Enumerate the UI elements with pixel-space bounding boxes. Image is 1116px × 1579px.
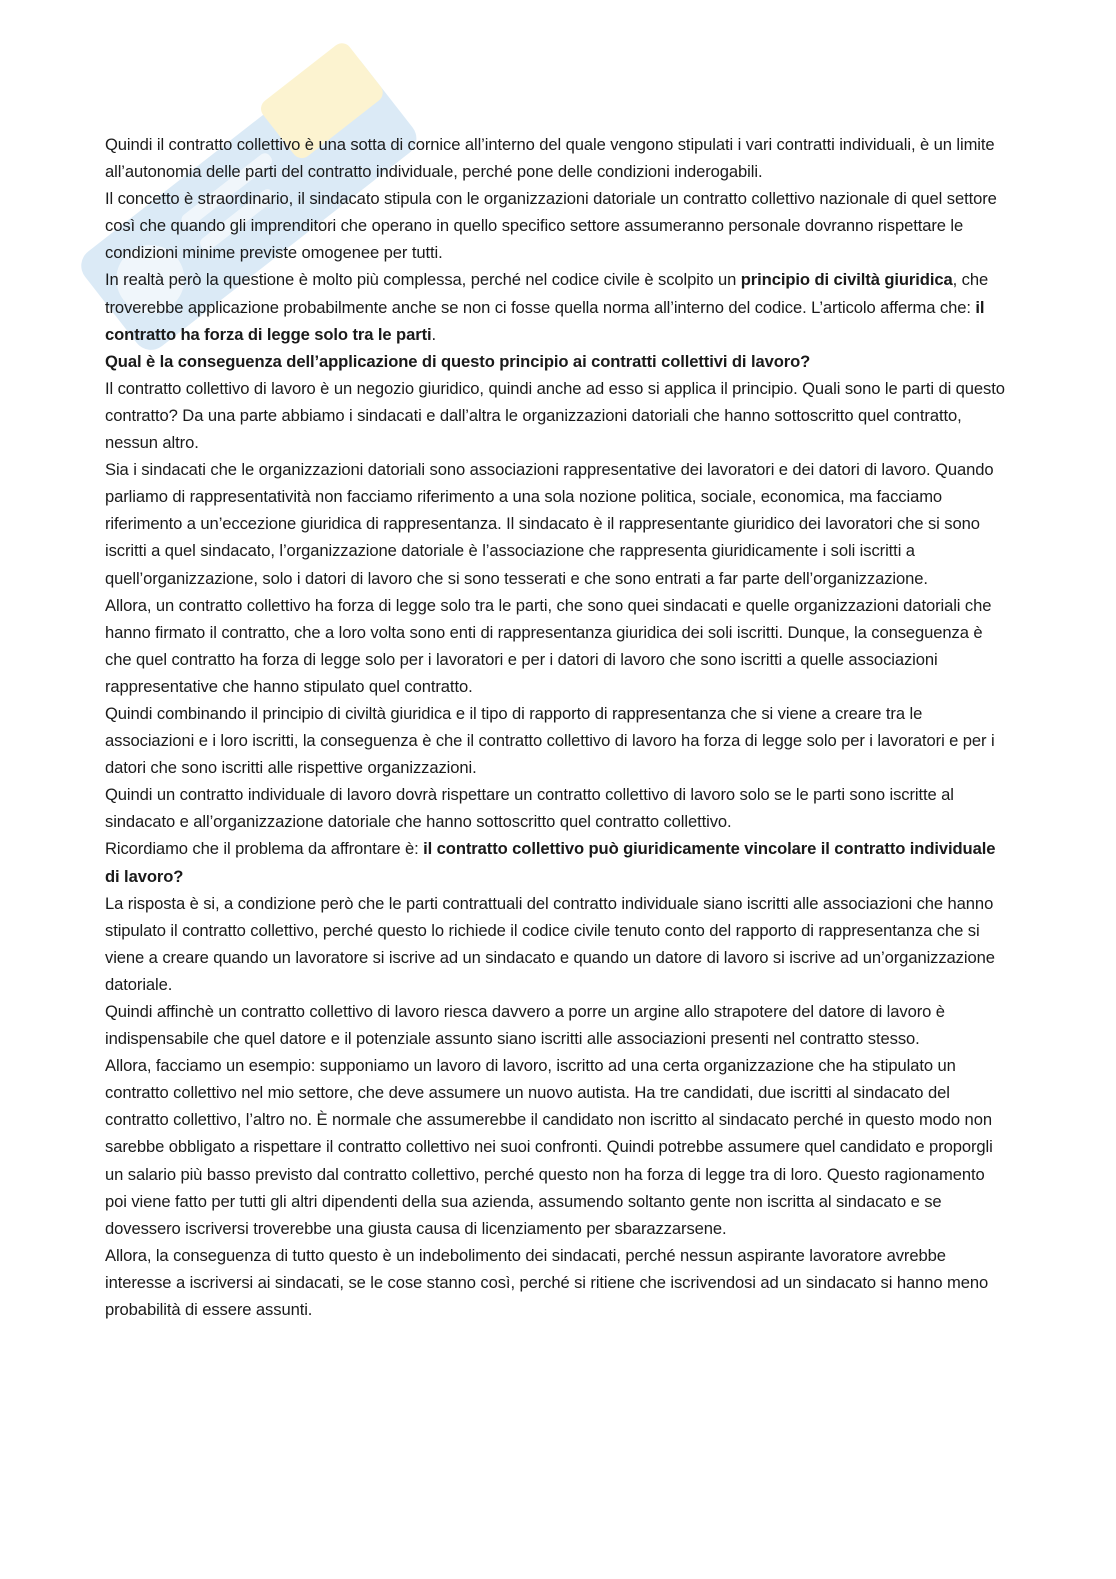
paragraph [105,890,1010,998]
paragraph [105,348,1010,375]
text-run: In realtà però la questione è molto più complessa, perché nel codice civile è scolpito un [105,270,741,290]
paragraph [105,781,1010,835]
paragraph [105,131,1010,185]
bold-text: Qual è la conseguenza dell’applicazione di questo principio ai contratti collettivi di lavoro? [105,351,811,371]
text-run: Il contratto collettivo di lavoro è un negozio giuridico, quindi anche ad esso si applica il principio. Quali sono le parti di questo contratto? Da una parte abbiamo i sindacati e dall’altra le organizzazioni datoriali che hanno sottoscritto quel contratto, nessun altro. [105,378,1005,453]
paragraph [105,456,1010,591]
text-run: , che troverebbe applicazione probabilmente anche se non ci fosse quella norma all’interno del codice. L’articolo afferma che: [105,270,989,317]
paragraph [105,1242,1010,1323]
text-run: Quindi combinando il principio di civiltà giuridica e il tipo di rapporto di rappresentanza che si viene a creare tra le associazioni e i loro iscritti, la conseguenza è che il contratto collettivo di lavoro ha forza di legge solo per i lavoratori e per i datori che sono iscritti alle rispettive organizzazioni. [105,703,995,778]
text-run: Allora, la conseguenza di tutto questo è un indebolimento dei sindacati, perché nessun aspirante lavoratore avrebbe interesse a iscriversi ai sindacati, se le cose stanno così, perché si ritiene che iscrivendosi ad un sindacato si hanno meno probabilità di essere assunti. [105,1245,989,1320]
text-run: La risposta è si, a condizione però che le parti contrattuali del contratto individuale siano iscritti alle associazioni che hanno stipulato il contratto collettivo, perché questo lo richiede il codice civile tenuto conto del rapporto di rappresentanza che si viene a creare quando un lavoratore si iscrive ad un sindacato e quando un datore di lavoro si iscrive ad un’organizzazione datoriale. [105,893,995,994]
paragraph [105,266,1010,347]
paragraph [105,592,1010,700]
bold-text: il contratto collettivo può giuridicamente vincolare il contratto individuale di lavoro? [105,839,996,886]
text-run: Quindi affinchè un contratto collettivo di lavoro riesca davvero a porre un argine allo strapotere del datore di lavoro è indispensabile che quel datore e il potenziale assunto siano iscritti alle associazioni presenti nel contratto stesso. [105,1002,945,1049]
paragraph [105,835,1010,889]
paragraph [105,998,1010,1052]
text-run: Quindi un contratto individuale di lavoro dovrà rispettare un contratto collettivo di lavoro solo se le parti sono iscritte al sindacato e all’organizzazione datoriale che hanno sottoscritto quel contratto collettivo. [105,785,954,832]
text-run: Sia i sindacati che le organizzazioni datoriali sono associazioni rappresentative dei lavoratori e dei datori di lavoro. Quando parliamo di rappresentatività non facciamo riferimento a una sola nozione politica, sociale, economica, ma facciamo riferimento a un’eccezione giuridica di rappresentanza. Il sindacato è il rappresentante giuridico dei lavoratori che si sono iscritti a quel sindacato, l’organizzazione datoriale è l’associazione che rappresenta giuridicamente i soli iscritti a quell’organizzazione, solo i datori di lavoro che si sono tesserati e che sono entrati a far parte dell’organizzazione. [105,460,994,588]
text-run: Quindi il contratto collettivo è una sotta di cornice all’interno del quale vengono stipulati i vari contratti individuali, è un limite all’autonomia delle parti del contratto individuale, perché pone delle condizioni inderogabili. [105,135,995,182]
text-run: Ricordiamo che il problema da affrontare è: [105,839,424,859]
bold-text: il contratto ha forza di legge solo tra le parti [105,297,985,344]
text-run: Allora, un contratto collettivo ha forza di legge solo tra le parti, che sono quei sindacati e quelle organizzazioni datoriali che hanno firmato il contratto, che a loro volta sono enti di rappresentanza giuridica dei soli iscritti. Dunque, la conseguenza è che quel contratto ha forza di legge solo per i lavoratori e per i datori di lavoro che sono iscritti a quelle associazioni rappresentative che hanno stipulato quel contratto. [105,595,992,696]
text-run: Il concetto è straordinario, il sindacato stipula con le organizzazioni datoriale un contratto collettivo nazionale di quel settore così che quando gli imprenditori che operano in quello specifico settore assumeranno personale dovranno rispettare le condizioni minime previste omogenee per tutti. [105,189,997,263]
document-body [105,131,1010,1323]
text-run: Allora, facciamo un esempio: supponiamo un lavoro di lavoro, iscritto ad una certa organizzazione che ha stipulato un contratto collettivo nel mio settore, che deve assumere un nuovo autista. Ha tre candidati, due iscritti al sindacato del contratto collettivo, l’altro no. È normale che assumerebbe il candidato non iscritto al sindacato perché in questo modo non sarebbe obbligato a rispettare il contratto collettivo nei suoi confronti. Quindi potrebbe assumere quel candidato e proporgli un salario più basso previsto dal contratto collettivo, perché questo non ha forza di legge tra di loro. Questo ragionamento poi viene fatto per tutti gli altri dipendenti della sua azienda, assumendo soltanto gente non iscritta al sindacato e se dovessero iscriversi troverebbe una giusta causa di licenziamento per sbarazzarsene. [105,1056,993,1238]
paragraph [105,1052,1010,1242]
paragraph [105,185,1010,266]
text-run: . [431,324,437,344]
bold-text: principio di civiltà giuridica [740,270,953,290]
paragraph [105,700,1010,781]
paragraph [105,375,1010,456]
